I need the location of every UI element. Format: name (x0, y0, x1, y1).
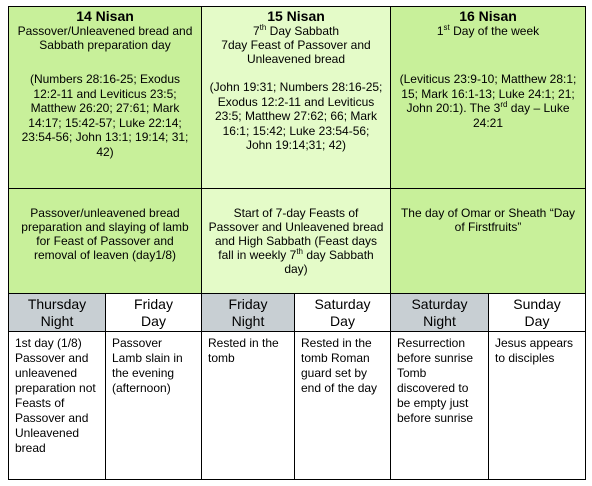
day-header-saturday-night: Saturday Night (390, 293, 489, 332)
day-header-thursday-night: Thursday Night (8, 293, 106, 332)
nisan-15-cell (201, 6, 391, 189)
nisan-14-subtitle: Passover/Unleavened bread and Sabbath preparation day (17, 24, 193, 52)
day-body-friday-night: Rested in the tomb (201, 331, 295, 480)
day-body-friday-day: Passover Lamb slain in the evening (afternoon) (105, 331, 202, 480)
day-body-thursday-night: 1st day (1/8) Passover and unleavened preparation not Feasts of Passover and Unleavened bread (8, 331, 106, 480)
nisan-16-title: 16 Nisan (459, 8, 517, 24)
day-header-sunday-day: Sunday Day (488, 293, 586, 332)
day-header-friday-night: Friday Night (201, 293, 295, 332)
nisan-16-event: The day of Omar or Sheath “Day of Firstfruits” (400, 206, 576, 234)
nisan-14-references: (Numbers 28:16-25; Exodus 12:2-11 and Leviticus 23:5; Matthew 26:20; 27:61; Mark 14:17; 15:42-57; Luke 22:14; 23:54-56; John 13:1; 19:14; 31; 42) (21, 72, 189, 159)
nisan-14-event: Passover/unleavened bread preparation and slaying of lamb for Feast of Passover and removal of leaven (day1/8) (21, 206, 189, 262)
day-body-saturday-night: Resurrection before sunrise Tomb discovered to be empty just before sunrise (390, 331, 489, 480)
day-body-sunday-day: Jesus appears to disciples (488, 331, 586, 480)
nisan-15-event: Start of 7-day Feasts of Passover and Unleavened bread and High Sabbath (Feast days fall in weekly 7th day Sabbath day) (208, 206, 384, 276)
nisan-16-event-cell (390, 188, 586, 294)
day-header-saturday-day: Saturday Day (294, 293, 391, 332)
nisan-14-cell (8, 6, 202, 189)
nisan-15-subtitle-2: 7day Feast of Passover and Unleavened bread (221, 38, 371, 66)
nisan-15-subtitle: 7th Day Sabbath (252, 23, 340, 38)
nisan-15-references: (John 19:31; Numbers 28:16-25; Exodus 12:2-11 and Leviticus 23:5; Matthew 27:62; 66; Mark 16:1; 15:42; Luke 23:54-56; John 19:14;31; 42) (209, 80, 383, 152)
nisan-14-event-cell (8, 188, 202, 294)
nisan-14-title: 14 Nisan (76, 8, 134, 24)
nisan-16-cell (390, 6, 586, 189)
nisan-16-subtitle: 1st Day of the week (436, 23, 540, 38)
nisan-15-title: 15 Nisan (267, 8, 325, 24)
nisan-16-references: (Leviticus 23:9-10; Matthew 28:1; 15; Mark 16:1-13; Luke 24:1; 21; John 20:1). The 3rd day – Luke 24:21 (399, 72, 577, 130)
day-header-friday-day: Friday Day (105, 293, 202, 332)
nisan-15-event-cell (201, 188, 391, 294)
day-body-saturday-day: Rested in the tomb Roman guard set by end of the day (294, 331, 391, 480)
